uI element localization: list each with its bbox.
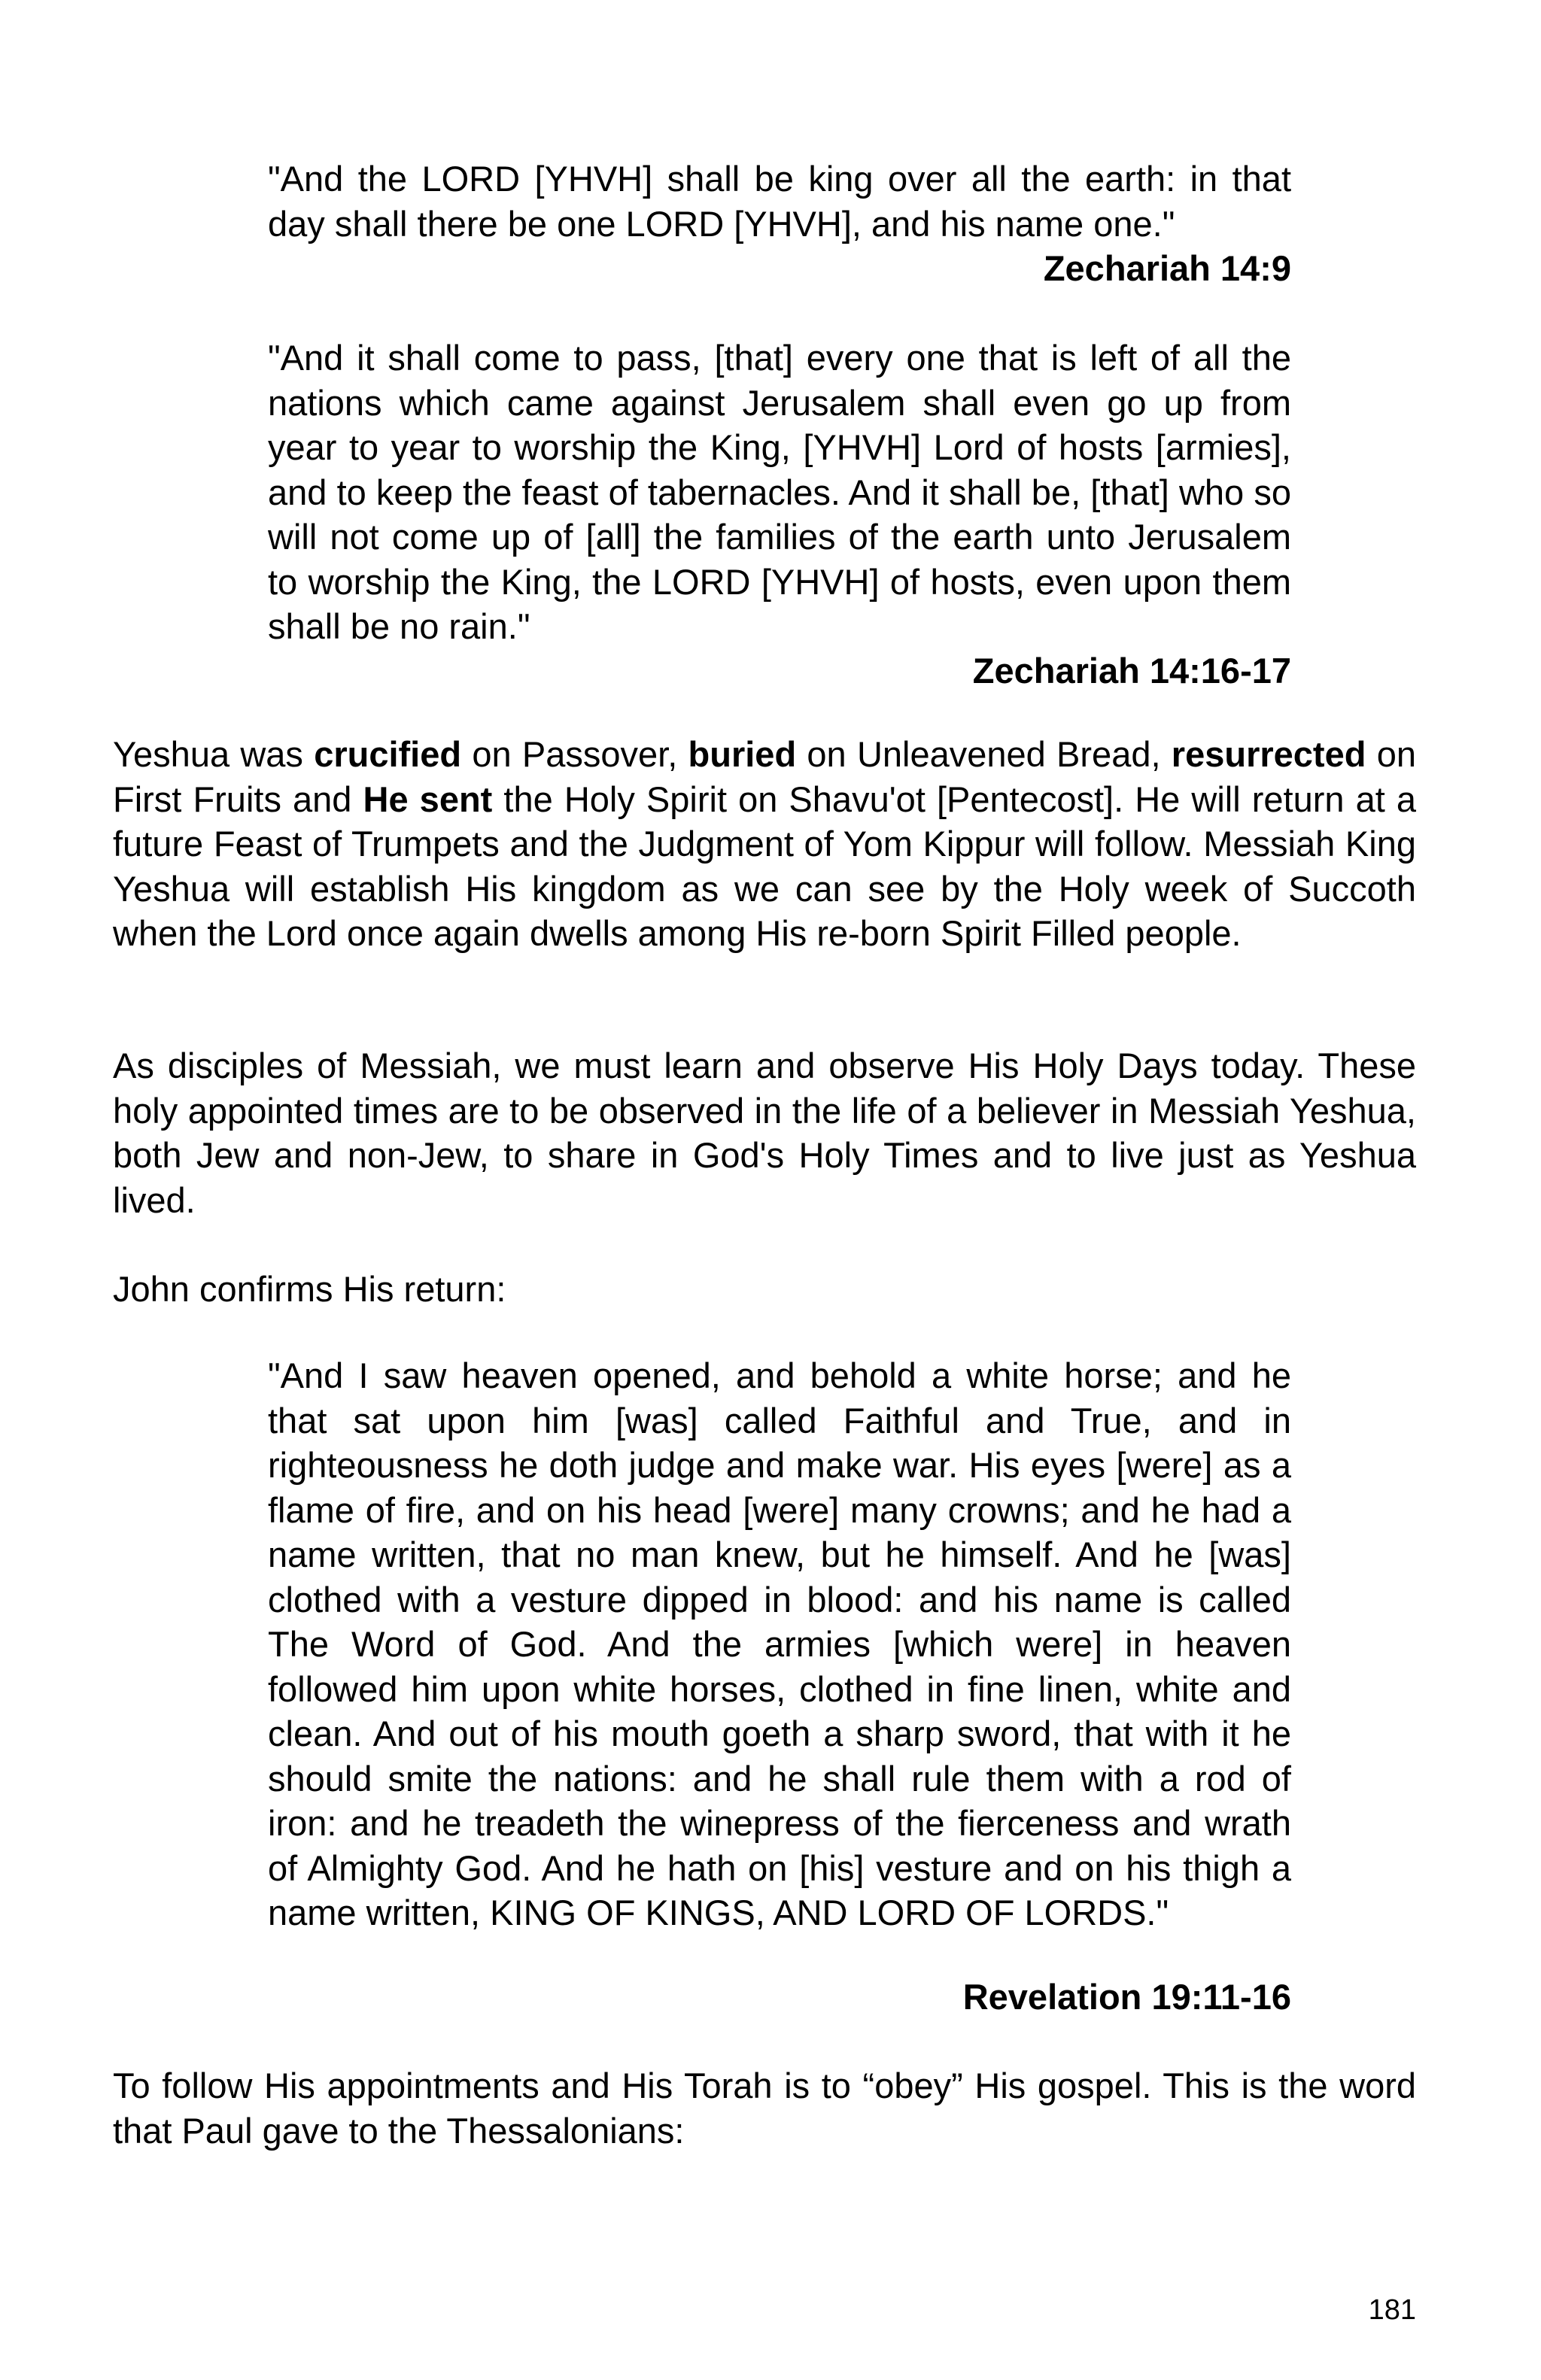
quote-text: "And the LORD [YHVH] shall be king over all the earth: in that day shall there be one LORD [YHVH], and his name one." bbox=[268, 159, 1291, 244]
scripture-reference: Revelation 19:11-16 bbox=[962, 1977, 1291, 2017]
quote-revelation-19-11-16 bbox=[268, 1353, 1291, 1935]
scripture-reference: Zechariah 14:16-17 bbox=[972, 651, 1291, 691]
text-run: on Unleavened Bread, bbox=[796, 734, 1172, 774]
quote-text: "And it shall come to pass, [that] every one that is left of all the nations which came against Jerusalem shall even go up from year to year to worship the King, [YHVH] Lord of hosts [armies], and to keep the feast of tabernacles. And it shall be, [that] who so will not come up of [all] the families of the earth unto Jerusalem to worship the King, the LORD [YHVH] of hosts, even upon them shall be no rain." bbox=[268, 338, 1291, 646]
scripture-reference: Zechariah 14:9 bbox=[1043, 248, 1291, 288]
page-number: 181 bbox=[1368, 2294, 1416, 2326]
quote-text: "And I saw heaven opened, and behold a white horse; and he that sat upon him [was] called Faithful and True, and in righteousness he doth judge and make war. His eyes [were] as a flame of fire, and on his head [were] many crowns; and he had a name written, that no man knew, but he himself. And he [was] clothed with a vesture dipped in blood: and his name is called The Word of God. And the armies [which were] in heaven followed him upon white horses, clothed in fine linen, white and clean. And out of his mouth goeth a sharp sword, that with it he should smite the nations: and he shall rule them with a rod of iron: and he treadeth the winepress of the fierceness and wrath of Almighty God. And he hath on [his] vesture and on his thigh a name written, KING OF KINGS, AND LORD OF LORDS." bbox=[268, 1355, 1291, 1932]
text-run: the Holy Spirit on Shavu'ot [Pentecost]. He will return at a future Feast of Trumpets and the Judgment of Yom Kippur will follow. Messiah King Yeshua will establish His kingdom as we can see by the Holy week of Succoth when the Lord once again dwells among His re-born Spirit Filled people. bbox=[113, 779, 1416, 953]
bold-term: crucified bbox=[314, 734, 462, 774]
bold-term: resurrected bbox=[1171, 734, 1366, 774]
bold-term: buried bbox=[688, 734, 797, 774]
paragraph-follow-appointments: To follow His appointments and His Torah is to “obey” His gospel. This is the word that Paul gave to the Thessalonians: bbox=[113, 2066, 1416, 2151]
text-run: Yeshua was bbox=[113, 734, 315, 774]
quote-zechariah-14-9 bbox=[268, 156, 1291, 291]
paragraph-feasts bbox=[113, 732, 1416, 956]
paragraph-john-confirms: John confirms His return: bbox=[113, 1269, 506, 1309]
quote-zechariah-14-16-17 bbox=[268, 335, 1291, 649]
text-run: on First Fruits and bbox=[113, 734, 1416, 819]
paragraph-disciples: As disciples of Messiah, we must learn and observe His Holy Days today. These holy appointed times are to be observed in the life of a believer in Messiah Yeshua, both Jew and non-Jew, to share in God's Holy Times and to live just as Yeshua lived. bbox=[113, 1046, 1416, 1220]
text-run: on Passover, bbox=[461, 734, 688, 774]
bold-term: He sent bbox=[363, 779, 493, 819]
